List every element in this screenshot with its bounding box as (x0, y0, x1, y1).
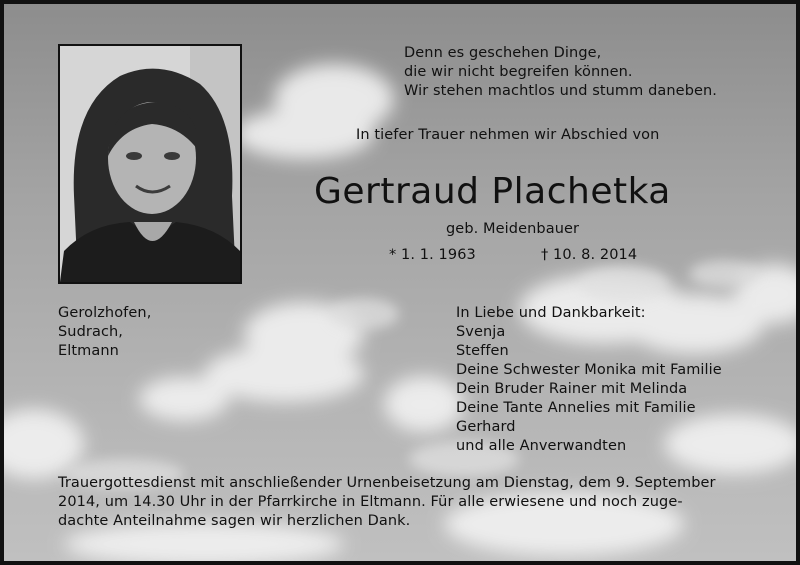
quote-line: Wir stehen machtlos und stumm daneben. (404, 83, 718, 99)
service-announcement (58, 474, 758, 531)
mourner-entry: Deine Tante Annelies mit Familie (456, 400, 696, 416)
mourner-entry: und alle Anverwandten (456, 438, 627, 454)
place-name: Gerolzhofen, (58, 305, 152, 321)
birth-date: * 1. 1. 1963 (389, 247, 476, 263)
mourner-entry: Dein Bruder Rainer mit Melinda (456, 381, 688, 397)
mourners-heading: In Liebe und Dankbarkeit: (456, 305, 646, 321)
service-line: 2014, um 14.30 Uhr in der Pfarrkirche in Eltmann. Für alle erwiesene und noch zuge- (58, 494, 683, 510)
mourner-entry: Svenja (456, 324, 506, 340)
mourners-list (456, 304, 722, 456)
deceased-name: Gertraud Plachetka (314, 171, 671, 212)
mourner-entry: Deine Schwester Monika mit Familie (456, 362, 722, 378)
service-line: dachte Anteilnahme sagen wir herzlichen Dank. (58, 513, 411, 529)
memorial-quote (404, 44, 717, 101)
service-line: Trauergottesdienst mit anschließender Urnenbeisetzung am Dienstag, dem 9. September (58, 475, 716, 491)
farewell-intro: In tiefer Trauer nehmen wir Abschied von (356, 127, 660, 143)
portrait-image (60, 46, 240, 282)
maiden-name: geb. Meidenbauer (446, 221, 580, 237)
quote-line: Denn es geschehen Dinge, (404, 45, 602, 61)
mourner-entry: Steffen (456, 343, 509, 359)
place-name: Eltmann (58, 343, 119, 359)
place-list (58, 304, 151, 361)
place-name: Sudrach, (58, 324, 124, 340)
portrait-photo (58, 44, 242, 284)
quote-line: die wir nicht begreifen können. (404, 64, 633, 80)
mourner-entry: Gerhard (456, 419, 516, 435)
death-date: † 10. 8. 2014 (541, 247, 638, 263)
